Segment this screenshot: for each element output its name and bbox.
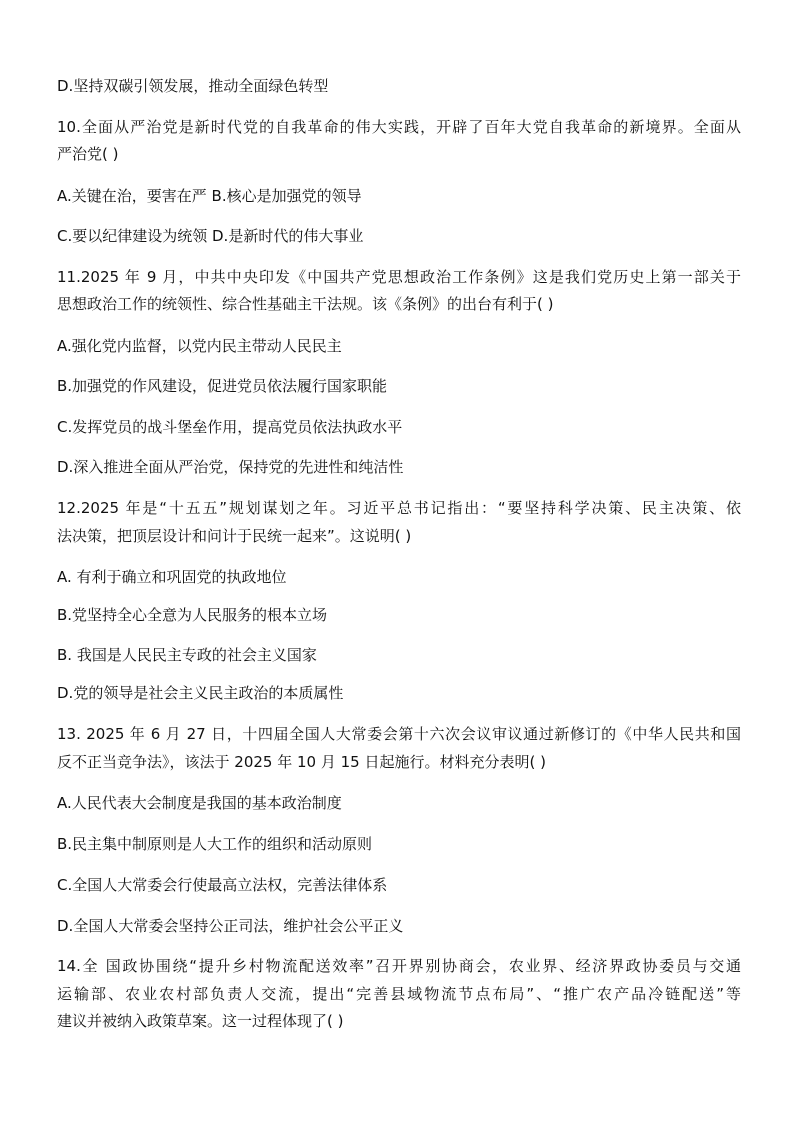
q10-options-ab: A.关键在治，要害在严 B.核心是加强党的领导	[57, 187, 362, 205]
q9-option-d: D.坚持双碳引领发展，推动全面绿色转型	[57, 77, 329, 95]
q11-option-c: C.发挥党员的战斗堡垒作用，提高党员依法执政水平	[57, 418, 403, 436]
q11-stem-line-2: 思想政治工作的统领性、综合性基础主干法规。该《条例》的出台有利于( )	[57, 295, 554, 313]
q12-stem-line-2: 法决策，把顶层设计和问计于民统一起来”。这说明( )	[57, 527, 412, 545]
q13-stem-line-2: 反不正当竞争法》，该法于 2025 年 10 月 15 日起施行。材料充分表明( )	[57, 753, 546, 771]
q13-option-d: D.全国人大常委会坚持公正司法，维护社会公平正义	[57, 917, 404, 935]
q13-option-a: A.人民代表大会制度是我国的基本政治制度	[57, 794, 342, 812]
q12-option-c: B. 我国是人民民主专政的社会主义国家	[57, 646, 317, 664]
q11-option-d: D.深入推进全面从严治党，保持党的先进性和纯洁性	[57, 458, 404, 476]
q14-stem-line-2: 运输部、农业农村部负责人交流，提出“完善县域物流节点布局”、“推广农产品冷链配送”等	[57, 985, 741, 1003]
q11-stem-line-1: 11.2025 年 9 月，中共中央印发《中国共产党思想政治工作条例》这是我们党历史上第一部关于	[57, 268, 741, 286]
q12-stem-line-1: 12.2025 年是“十五五”规划谋划之年。习近平总书记指出：“要坚持科学决策、民主决策、依	[57, 499, 741, 517]
q11-option-a: A.强化党内监督，以党内民主带动人民民主	[57, 337, 342, 355]
q13-stem-line-1: 13. 2025 年 6 月 27 日，十四届全国人大常委会第十六次会议审议通过新修订的《中华人民共和国	[57, 725, 741, 743]
q12-option-b: B.党坚持全心全意为人民服务的根本立场	[57, 606, 328, 624]
q13-option-b: B.民主集中制原则是人大工作的组织和活动原则	[57, 835, 373, 853]
q11-option-b: B.加强党的作风建设，促进党员依法履行国家职能	[57, 377, 388, 395]
q12-option-d: D.党的领导是社会主义民主政治的本质属性	[57, 684, 344, 702]
q12-option-a: A. 有利于确立和巩固党的执政地位	[57, 568, 287, 586]
q10-stem-line-1: 10.全面从严治党是新时代党的自我革命的伟大实践，开辟了百年大党自我革命的新境界。全面从	[57, 118, 741, 136]
q10-stem-line-2: 严治党( )	[57, 145, 119, 163]
q14-stem-line-3: 建议并被纳入政策草案。这一过程体现了( )	[57, 1012, 344, 1030]
q10-options-cd: C.要以纪律建设为统领 D.是新时代的伟大事业	[57, 227, 364, 245]
q14-stem-line-1: 14.全 国政协围绕“提升乡村物流配送效率”召开界别协商会，农业界、经济界政协委员与交通	[57, 957, 741, 975]
q13-option-c: C.全国人大常委会行使最高立法权，完善法律体系	[57, 876, 388, 894]
